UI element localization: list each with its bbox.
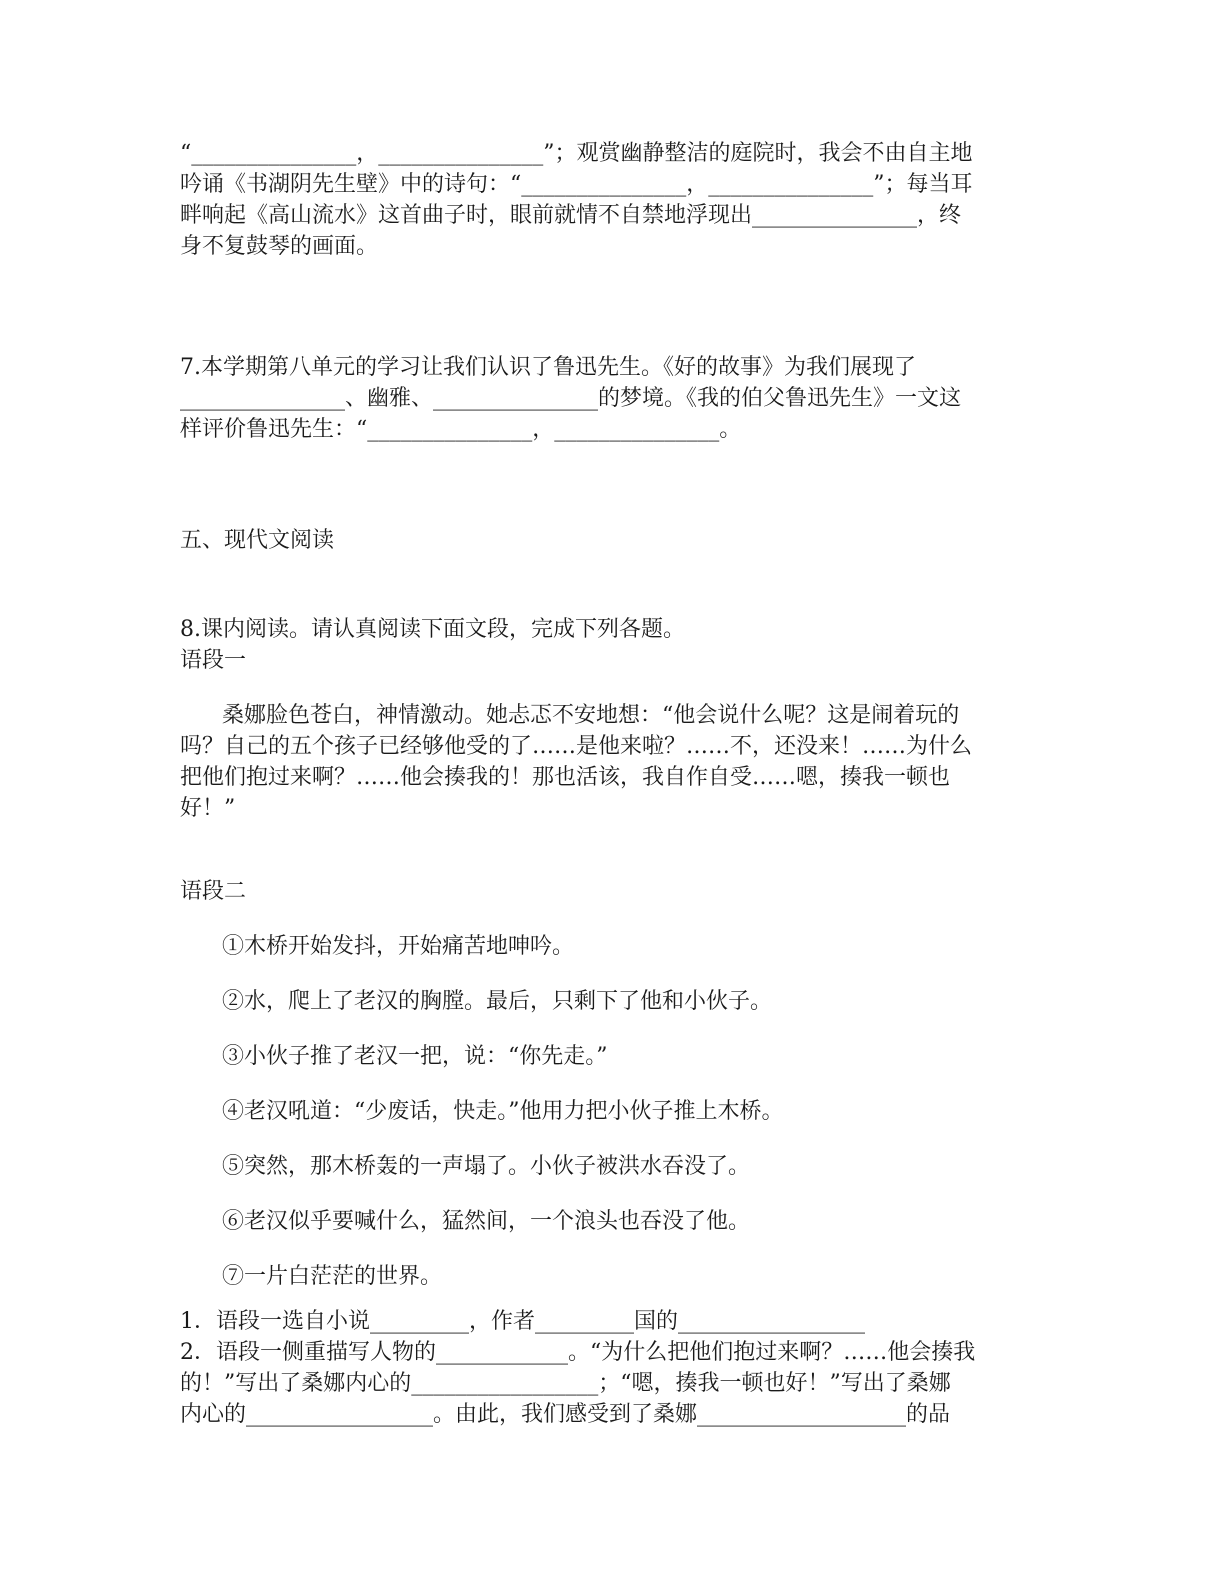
passage-2-title: 语段二 <box>180 879 247 904</box>
passage-line: ①木桥开始发抖，开始痛苦地呻吟。 <box>222 934 575 959</box>
text-line: 吟诵《书湖阴先生壁》中的诗句：“_______________，_______________”；每当耳 <box>180 172 973 197</box>
passage-line: 吗？自己的五个孩子已经够他受的了……是他来啦？……不，还没来！……为什么 <box>180 734 973 759</box>
text-line: 样评价鲁迅先生：“_______________，_______________。 <box>180 417 742 442</box>
passage-2 <box>180 931 1040 1292</box>
spacer <box>180 676 1040 700</box>
spacer <box>180 1017 1040 1041</box>
passage-line: ④老汉吼道：“少废话，快走。”他用力把小伙子推上木桥。 <box>222 1099 784 1124</box>
spacer <box>180 824 1040 876</box>
section-title: 五、现代文阅读 <box>180 528 335 553</box>
passage-line: ③小伙子推了老汉一把，说：“你先走。” <box>222 1044 608 1069</box>
passage-line: 桑娜脸色苍白，神情激动。她忐忑不安地想：“他会说什么呢？这是闹着玩的 <box>222 703 960 728</box>
passage-line: ⑤突然，那木桥轰的一声塌了。小伙子被洪水吞没了。 <box>222 1154 751 1179</box>
spacer <box>180 1182 1040 1206</box>
passage-line: ⑦一片白茫茫的世界。 <box>222 1264 443 1289</box>
passage-1 <box>180 700 1040 824</box>
passage-1-title: 语段一 <box>180 648 247 673</box>
document-page <box>180 138 1040 1430</box>
text-line: 畔响起《高山流水》这首曲子时，眼前就情不自禁地浮现出_______________，终 <box>180 203 962 228</box>
spacer <box>180 962 1040 986</box>
text-line: “_______________，_______________”；观赏幽静整洁的庭院时，我会不由自主地 <box>180 141 973 166</box>
question-line: 内心的_________________。由此，我们感受到了桑娜___________________的品 <box>180 1402 951 1427</box>
sub-questions <box>180 1306 1040 1430</box>
passage-line: 把他们抱过来啊？……他会揍我的！那也活该，我自作自受……嗯，揍我一顿也 <box>180 765 951 790</box>
text-line: 7.本学期第八单元的学习让我们认识了鲁迅先生。《好的故事》为我们展现了 <box>180 355 916 380</box>
spacer <box>180 1127 1040 1151</box>
spacer <box>180 1072 1040 1096</box>
spacer <box>180 445 1040 525</box>
question-line: 的！”写出了桑娜内心的_________________；“嗯，揍我一顿也好！”写出了桑娜 <box>180 1371 951 1396</box>
spacer <box>180 262 1040 352</box>
spacer <box>180 1292 1040 1306</box>
question-7 <box>180 352 1040 445</box>
question-8-intro: 8.课内阅读。请认真阅读下面文段，完成下列各题。 <box>180 617 685 642</box>
passage-line: ⑥老汉似乎要喊什么，猛然间，一个浪头也吞没了他。 <box>222 1209 751 1234</box>
spacer <box>180 1237 1040 1261</box>
passage-line: ②水，爬上了老汉的胸膛。最后，只剩下了他和小伙子。 <box>222 989 773 1014</box>
question-line: 2．语段一侧重描写人物的____________。“为什么把他们抱过来啊？……他会揍我 <box>180 1340 976 1365</box>
question-6-continuation <box>180 138 1040 262</box>
question-line: 1．语段一选自小说_________，作者_________国的_________________ <box>180 1309 865 1334</box>
text-line: _______________、幽雅、_______________的梦境。《我的伯父鲁迅先生》一文这 <box>180 386 962 411</box>
text-line: 身不复鼓琴的画面。 <box>180 234 379 259</box>
spacer <box>180 556 1040 614</box>
passage-line: 好！” <box>180 796 236 821</box>
spacer <box>180 907 1040 931</box>
